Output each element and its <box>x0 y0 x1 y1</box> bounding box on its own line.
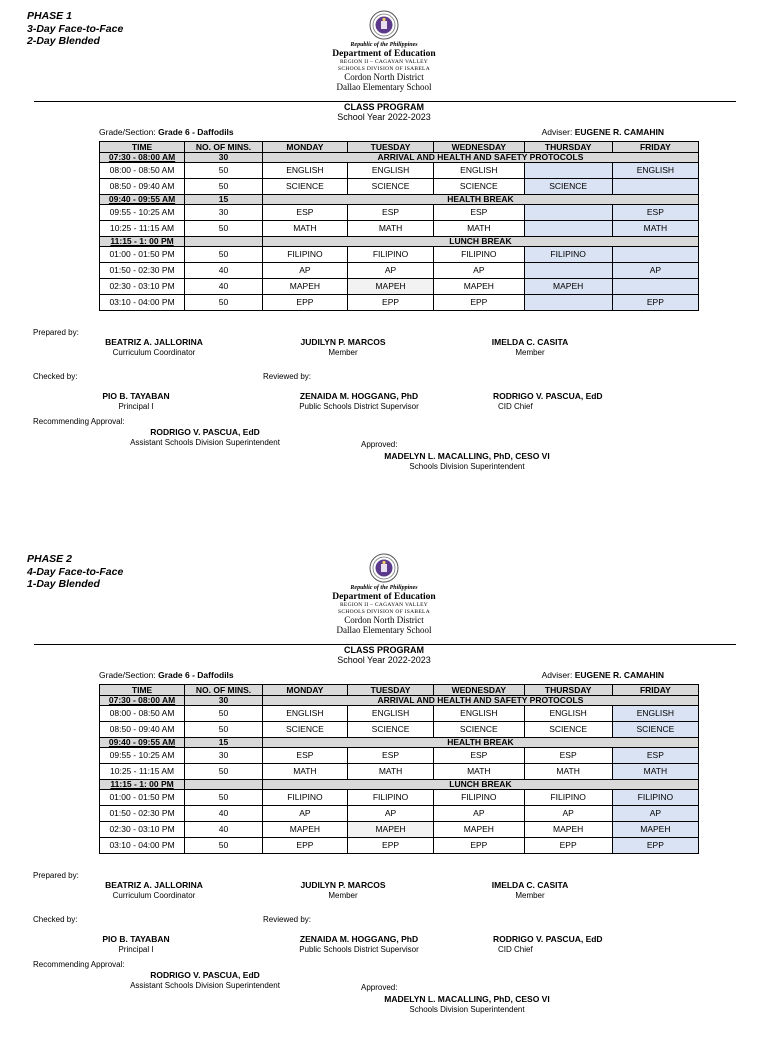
cell-friday <box>612 179 698 195</box>
cell-wednesday: MAPEH <box>434 822 524 838</box>
cell-break-label: LUNCH BREAK <box>262 780 698 790</box>
cell-mins: 50 <box>185 295 263 311</box>
cell-time: 08:00 - 08:50 AM <box>100 706 185 722</box>
cell-tuesday: AP <box>347 263 433 279</box>
signatory-role: Member <box>515 347 545 357</box>
cell-mins: 50 <box>185 838 263 854</box>
school-line: Dallao Elementary School <box>336 82 432 92</box>
cell-wednesday: FILIPINO <box>434 790 524 806</box>
cell-monday: ENGLISH <box>262 163 347 179</box>
reviewed-label: Reviewed by: <box>263 372 312 381</box>
region-line: REGION II – CAGAYAN VALLEY <box>339 602 429 608</box>
cell-time: 11:15 - 1: 00 PM <box>100 237 185 247</box>
cell-tuesday: EPP <box>347 295 433 311</box>
reviewed-label: Reviewed by: <box>263 915 312 924</box>
signatory-role: Public Schools District Supervisor <box>299 401 419 411</box>
col-header: NO. OF MINS. <box>185 142 263 153</box>
cell-time: 11:15 - 1: 00 PM <box>100 780 185 790</box>
grade-value: Grade 6 - Daffodils <box>158 670 234 680</box>
cell-mins: 30 <box>185 748 263 764</box>
cell-mins: 30 <box>185 205 263 221</box>
cell-monday: FILIPINO <box>262 247 347 263</box>
cell-monday: MATH <box>262 764 347 780</box>
department-line: Department of Education <box>332 592 436 602</box>
signatory-name: ZENAIDA M. HOGGANG, PhD <box>299 391 419 401</box>
signatory-approved <box>370 452 564 471</box>
phase-title: PHASE 1 <box>27 10 72 22</box>
table-row <box>100 279 699 295</box>
cell-time: 10:25 - 11:15 AM <box>100 221 185 237</box>
cell-wednesday: MATH <box>434 221 524 237</box>
cell-time: 01:50 - 02:30 PM <box>100 263 185 279</box>
signatory-prepared-3 <box>475 881 585 900</box>
cell-mins: 50 <box>185 706 263 722</box>
approved-label: Approved: <box>361 983 398 992</box>
republic-line: Republic of the Philippines <box>350 585 418 591</box>
signatory-reviewed-1 <box>284 935 434 954</box>
cell-thursday: FILIPINO <box>524 247 612 263</box>
deped-seal-icon <box>369 553 399 583</box>
signatory-role: Curriculum Coordinator <box>112 890 196 900</box>
adviser-value: EUGENE R. CAMAHIN <box>574 670 664 680</box>
table-row <box>100 764 699 780</box>
table-body <box>100 153 699 311</box>
cell-monday: EPP <box>262 295 347 311</box>
republic-line: Republic of the Philippines <box>350 42 418 48</box>
cell-friday: ESP <box>612 205 698 221</box>
recommending-label: Recommending Approval: <box>33 960 125 969</box>
table-row <box>100 295 699 311</box>
col-header: TUESDAY <box>347 142 433 153</box>
cell-time: 02:30 - 03:10 PM <box>100 279 185 295</box>
signatory-prepared-1 <box>99 338 209 357</box>
cell-wednesday: AP <box>434 263 524 279</box>
cell-tuesday: EPP <box>347 838 433 854</box>
table-row <box>100 247 699 263</box>
table-row-break <box>100 696 699 706</box>
signatory-name: RODRIGO V. PASCUA, EdD <box>493 934 603 944</box>
cell-monday: ESP <box>262 748 347 764</box>
cell-time: 07:30 - 08:00 AM <box>100 696 185 706</box>
cell-time: 07:30 - 08:00 AM <box>100 153 185 163</box>
cell-monday: MAPEH <box>262 279 347 295</box>
signatory-prepared-2 <box>288 338 398 357</box>
school-year: School Year 2022-2023 <box>337 655 431 665</box>
col-header: WEDNESDAY <box>434 685 524 696</box>
cell-mins: 50 <box>185 764 263 780</box>
col-header: TUESDAY <box>347 685 433 696</box>
cell-tuesday: ENGLISH <box>347 706 433 722</box>
signatory-name: JUDILYN P. MARCOS <box>300 337 386 347</box>
district-line: Cordon North District <box>344 615 424 625</box>
cell-wednesday: MAPEH <box>434 279 524 295</box>
cell-mins: 50 <box>185 221 263 237</box>
table-row-break <box>100 237 699 247</box>
signatory-role: Member <box>328 347 358 357</box>
cell-break-label: HEALTH BREAK <box>262 195 698 205</box>
table-row <box>100 790 699 806</box>
signatory-reviewed-2 <box>493 935 603 954</box>
cell-monday: AP <box>262 806 347 822</box>
signatory-approved <box>370 995 564 1014</box>
signatory-prepared-2 <box>288 881 398 900</box>
prepared-label: Prepared by: <box>33 871 79 880</box>
cell-thursday: MATH <box>524 764 612 780</box>
signatory-role: Schools Division Superintendent <box>409 461 525 471</box>
cell-mins: 40 <box>185 279 263 295</box>
division-line: SCHOOLS DIVISION OF ISABELA <box>338 65 430 72</box>
signatory-name: ZENAIDA M. HOGGANG, PhD <box>299 934 419 944</box>
signatory-prepared-1 <box>99 881 209 900</box>
cell-mins: 40 <box>185 822 263 838</box>
signatory-name: IMELDA C. CASITA <box>491 880 569 890</box>
col-header: THURSDAY <box>524 685 612 696</box>
grade-section <box>99 670 234 680</box>
cell-thursday: SCIENCE <box>524 722 612 738</box>
cell-thursday: EPP <box>524 838 612 854</box>
cell-monday: SCIENCE <box>262 722 347 738</box>
col-header: FRIDAY <box>612 685 698 696</box>
cell-time: 03:10 - 04:00 PM <box>100 295 185 311</box>
cell-mins: 40 <box>185 263 263 279</box>
signatory-recommending <box>112 428 298 447</box>
cell-wednesday: EPP <box>434 838 524 854</box>
cell-break-label: ARRIVAL AND HEALTH AND SAFETY PROTOCOLS <box>262 696 698 706</box>
phase-mode-2: 2-Day Blended <box>27 35 100 47</box>
cell-wednesday: ESP <box>434 748 524 764</box>
cell-friday: SCIENCE <box>612 722 698 738</box>
cell-thursday: SCIENCE <box>524 179 612 195</box>
cell-tuesday: ENGLISH <box>347 163 433 179</box>
cell-friday: EPP <box>612 295 698 311</box>
cell-mins: 50 <box>185 179 263 195</box>
cell-thursday: MAPEH <box>524 822 612 838</box>
signatory-name: RODRIGO V. PASCUA, EdD <box>150 427 260 437</box>
phase-1-section <box>0 10 768 510</box>
signatory-role: Public Schools District Supervisor <box>299 944 419 954</box>
signatory-role: Schools Division Superintendent <box>409 1004 525 1014</box>
cell-wednesday: SCIENCE <box>434 722 524 738</box>
col-header: NO. OF MINS. <box>185 685 263 696</box>
cell-monday: FILIPINO <box>262 790 347 806</box>
cell-tuesday: SCIENCE <box>347 179 433 195</box>
cell-mins: 30 <box>185 153 263 163</box>
district-line: Cordon North District <box>344 72 424 82</box>
table-row <box>100 822 699 838</box>
col-header: FRIDAY <box>612 142 698 153</box>
checked-label: Checked by: <box>33 915 78 924</box>
phase-mode-1: 3-Day Face-to-Face <box>27 22 124 35</box>
signatory-name: BEATRIZ A. JALLORINA <box>105 337 203 347</box>
cell-time: 01:50 - 02:30 PM <box>100 806 185 822</box>
schedule-table <box>99 141 699 311</box>
cell-break-label: ARRIVAL AND HEALTH AND SAFETY PROTOCOLS <box>262 153 698 163</box>
cell-friday: ESP <box>612 748 698 764</box>
cell-time: 01:00 - 01:50 PM <box>100 790 185 806</box>
signatory-role: Curriculum Coordinator <box>112 347 196 357</box>
program-title: CLASS PROGRAM <box>343 102 424 112</box>
cell-mins <box>185 780 263 790</box>
table-row-break <box>100 195 699 205</box>
cell-wednesday: FILIPINO <box>434 247 524 263</box>
table-body <box>100 696 699 854</box>
table-row <box>100 179 699 195</box>
cell-mins: 15 <box>185 195 263 205</box>
grade-section <box>99 127 234 137</box>
phase-mode-1: 4-Day Face-to-Face <box>27 565 124 578</box>
cell-thursday: FILIPINO <box>524 790 612 806</box>
signatory-name: RODRIGO V. PASCUA, EdD <box>493 391 603 401</box>
cell-mins: 50 <box>185 163 263 179</box>
signatory-role: Assistant Schools Division Superintendent <box>130 980 280 990</box>
grade-label: Grade/Section: <box>99 127 156 137</box>
cell-wednesday: ESP <box>434 205 524 221</box>
cell-time: 01:00 - 01:50 PM <box>100 247 185 263</box>
cell-friday <box>612 247 698 263</box>
signatory-prepared-3 <box>475 338 585 357</box>
grade-label: Grade/Section: <box>99 670 156 680</box>
cell-tuesday: MAPEH <box>347 822 433 838</box>
cell-break-label: HEALTH BREAK <box>262 738 698 748</box>
cell-tuesday: FILIPINO <box>347 790 433 806</box>
cell-monday: ENGLISH <box>262 706 347 722</box>
program-title: CLASS PROGRAM <box>343 645 424 655</box>
cell-tuesday: SCIENCE <box>347 722 433 738</box>
phase-label <box>27 553 123 591</box>
cell-friday: AP <box>612 263 698 279</box>
signatory-name: IMELDA C. CASITA <box>491 337 569 347</box>
signatory-name: JUDILYN P. MARCOS <box>300 880 386 890</box>
cell-time: 09:40 - 09:55 AM <box>100 195 185 205</box>
signatory-role: CID Chief <box>498 944 533 954</box>
cell-friday: MAPEH <box>612 822 698 838</box>
cell-friday: ENGLISH <box>612 163 698 179</box>
signatory-role: Member <box>328 890 358 900</box>
adviser-label: Adviser: <box>541 127 573 137</box>
signatory-recommending <box>112 971 298 990</box>
col-header: MONDAY <box>262 142 347 153</box>
signatory-reviewed-2 <box>493 392 603 411</box>
cell-monday: MATH <box>262 221 347 237</box>
col-header: TIME <box>100 685 185 696</box>
col-header: MONDAY <box>262 685 347 696</box>
approved-label: Approved: <box>361 440 398 449</box>
signatory-role: CID Chief <box>498 401 533 411</box>
schedule-table <box>99 684 699 854</box>
signatory-role: Assistant Schools Division Superintendent <box>130 437 280 447</box>
cell-tuesday: AP <box>347 806 433 822</box>
signatory-name: BEATRIZ A. JALLORINA <box>105 880 203 890</box>
cell-tuesday: MATH <box>347 221 433 237</box>
table-row-break <box>100 738 699 748</box>
signatory-name: RODRIGO V. PASCUA, EdD <box>150 970 260 980</box>
cell-monday: MAPEH <box>262 822 347 838</box>
cell-thursday <box>524 205 612 221</box>
table-row <box>100 221 699 237</box>
cell-wednesday: SCIENCE <box>434 179 524 195</box>
cell-monday: SCIENCE <box>262 179 347 195</box>
cell-friday: EPP <box>612 838 698 854</box>
col-header: WEDNESDAY <box>434 142 524 153</box>
col-header: TIME <box>100 142 185 153</box>
signatory-name: PIO B. TAYABAN <box>102 391 170 401</box>
table-header <box>100 685 699 696</box>
table-row <box>100 163 699 179</box>
cell-tuesday: ESP <box>347 748 433 764</box>
phase-mode-2: 1-Day Blended <box>27 578 100 590</box>
cell-tuesday: FILIPINO <box>347 247 433 263</box>
cell-time: 09:55 - 10:25 AM <box>100 205 185 221</box>
table-header <box>100 142 699 153</box>
cell-tuesday: MATH <box>347 764 433 780</box>
table-row-break <box>100 780 699 790</box>
deped-header <box>234 553 534 635</box>
cell-thursday <box>524 221 612 237</box>
cell-mins: 30 <box>185 696 263 706</box>
cell-time: 10:25 - 11:15 AM <box>100 764 185 780</box>
checked-label: Checked by: <box>33 372 78 381</box>
cell-thursday: MAPEH <box>524 279 612 295</box>
cell-mins: 40 <box>185 806 263 822</box>
signatory-role: Member <box>515 890 545 900</box>
cell-mins: 50 <box>185 790 263 806</box>
cell-mins <box>185 237 263 247</box>
table-row <box>100 263 699 279</box>
deped-header <box>234 10 534 92</box>
table-row-break <box>100 153 699 163</box>
cell-wednesday: MATH <box>434 764 524 780</box>
table-row <box>100 748 699 764</box>
signatory-name: PIO B. TAYABAN <box>102 934 170 944</box>
cell-friday: MATH <box>612 764 698 780</box>
adviser-label: Adviser: <box>541 670 573 680</box>
cell-mins: 15 <box>185 738 263 748</box>
cell-thursday: AP <box>524 806 612 822</box>
cell-mins: 50 <box>185 247 263 263</box>
cell-break-label: LUNCH BREAK <box>262 237 698 247</box>
table-row <box>100 706 699 722</box>
prepared-label: Prepared by: <box>33 328 79 337</box>
cell-thursday <box>524 163 612 179</box>
school-line: Dallao Elementary School <box>336 625 432 635</box>
signatory-name: MADELYN L. MACALLING, PhD, CESO VI <box>384 451 550 461</box>
cell-tuesday: ESP <box>347 205 433 221</box>
adviser <box>542 127 664 137</box>
cell-friday <box>612 279 698 295</box>
cell-friday: ENGLISH <box>612 706 698 722</box>
cell-time: 08:50 - 09:40 AM <box>100 179 185 195</box>
adviser-value: EUGENE R. CAMAHIN <box>574 127 664 137</box>
phase-title: PHASE 2 <box>27 553 72 565</box>
cell-time: 02:30 - 03:10 PM <box>100 822 185 838</box>
table-row <box>100 838 699 854</box>
recommending-label: Recommending Approval: <box>33 417 125 426</box>
signatory-checked <box>99 392 173 411</box>
cell-monday: AP <box>262 263 347 279</box>
grade-value: Grade 6 - Daffodils <box>158 127 234 137</box>
cell-wednesday: ENGLISH <box>434 163 524 179</box>
cell-time: 08:50 - 09:40 AM <box>100 722 185 738</box>
signatory-role: Principal I <box>118 944 154 954</box>
cell-thursday: ESP <box>524 748 612 764</box>
cell-mins: 50 <box>185 722 263 738</box>
signatory-checked <box>99 935 173 954</box>
division-line: SCHOOLS DIVISION OF ISABELA <box>338 608 430 615</box>
col-header: THURSDAY <box>524 142 612 153</box>
cell-thursday <box>524 295 612 311</box>
cell-time: 09:55 - 10:25 AM <box>100 748 185 764</box>
deped-seal-icon <box>369 10 399 40</box>
signatory-name: MADELYN L. MACALLING, PhD, CESO VI <box>384 994 550 1004</box>
school-year: School Year 2022-2023 <box>337 112 431 122</box>
cell-friday: MATH <box>612 221 698 237</box>
signatory-role: Principal I <box>118 401 154 411</box>
signatory-reviewed-1 <box>284 392 434 411</box>
adviser <box>542 670 664 680</box>
cell-wednesday: EPP <box>434 295 524 311</box>
table-row <box>100 205 699 221</box>
department-line: Department of Education <box>332 49 436 59</box>
cell-time: 08:00 - 08:50 AM <box>100 163 185 179</box>
cell-thursday <box>524 263 612 279</box>
cell-tuesday: MAPEH <box>347 279 433 295</box>
cell-time: 03:10 - 04:00 PM <box>100 838 185 854</box>
cell-wednesday: AP <box>434 806 524 822</box>
cell-friday: AP <box>612 806 698 822</box>
table-row <box>100 722 699 738</box>
cell-thursday: ENGLISH <box>524 706 612 722</box>
cell-time: 09:40 - 09:55 AM <box>100 738 185 748</box>
region-line: REGION II – CAGAYAN VALLEY <box>339 59 429 65</box>
phase-label <box>27 10 123 48</box>
cell-friday: FILIPINO <box>612 790 698 806</box>
cell-wednesday: ENGLISH <box>434 706 524 722</box>
cell-monday: EPP <box>262 838 347 854</box>
cell-monday: ESP <box>262 205 347 221</box>
phase-2-section <box>0 553 768 1053</box>
table-row <box>100 806 699 822</box>
